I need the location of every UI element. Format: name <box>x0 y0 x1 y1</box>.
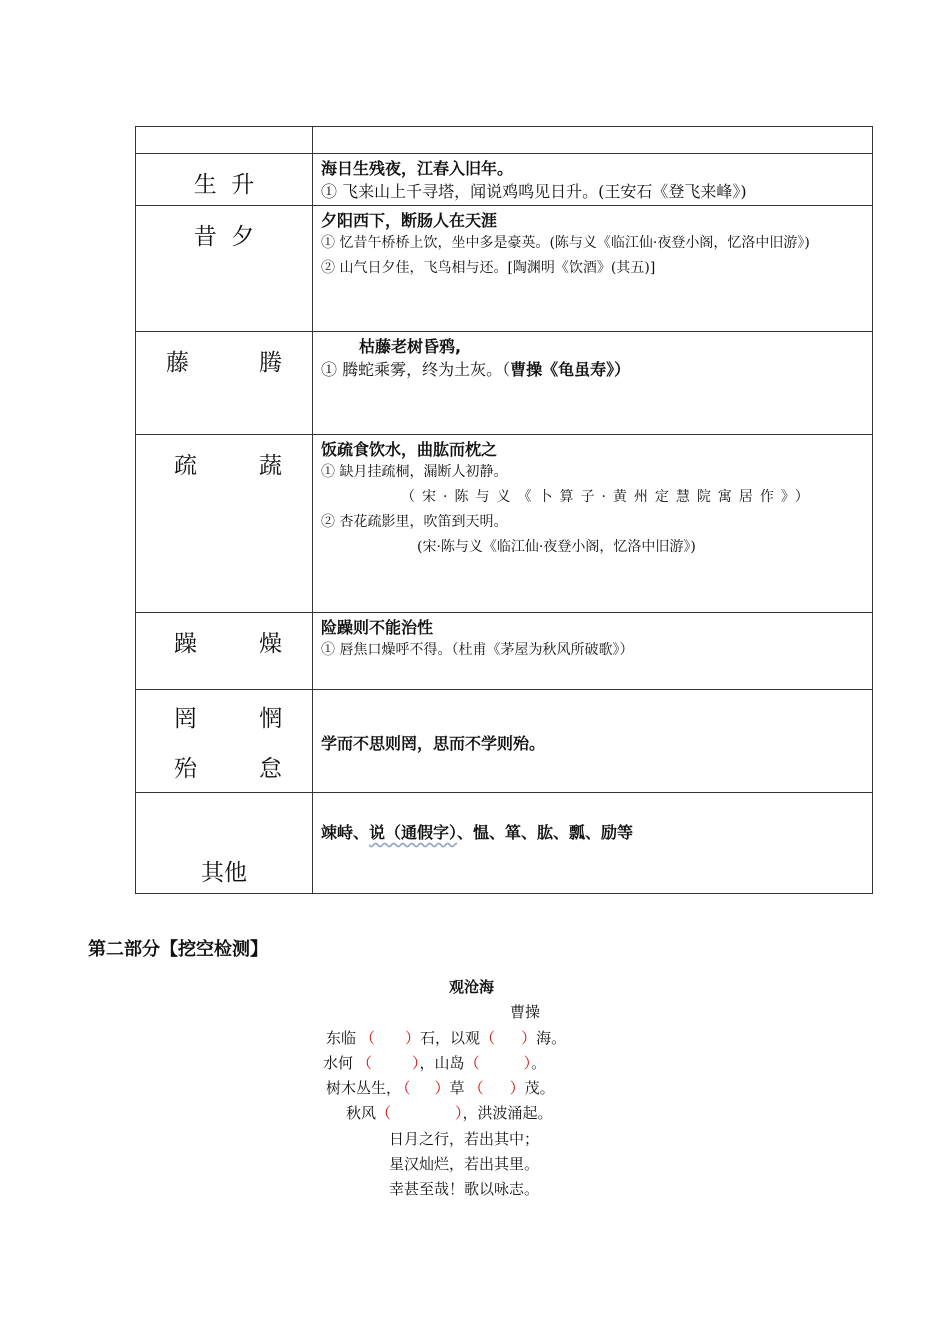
example-heading: 饭疏食饮水，曲肱而枕之 <box>321 440 498 459</box>
word-d: 怠 <box>259 756 282 782</box>
blank-close: ） <box>455 1104 463 1122</box>
example-line: ① 唇焦口燥呼不得。（杜甫《茅屋为秋风所破歌》） <box>321 642 634 658</box>
word-pair: 昔 夕 <box>193 224 255 250</box>
table-row <box>136 690 873 793</box>
blank-close: ） <box>523 1054 532 1072</box>
blank-open: （ <box>357 1054 373 1072</box>
poem-line <box>346 1102 553 1123</box>
blank-close: ） <box>434 1079 450 1097</box>
example-line: ① 忆昔午桥桥上饮，坐中多是豪英。(陈与义《临江仙·夜登小阁，忆洛中旧游》) <box>321 235 810 251</box>
poem-line <box>326 1077 555 1098</box>
poem-text: 东临 <box>326 1029 357 1047</box>
word-b: 惘 <box>259 706 282 732</box>
empty-cell <box>313 127 873 154</box>
poem-text: 。 <box>531 1054 547 1072</box>
word-b: 腾 <box>259 350 282 376</box>
example-source: （宋·陈与义《卜算子·黄州定慧院寓居作》） <box>401 489 816 505</box>
poem-line: 日月之行，若出其中； <box>389 1130 540 1148</box>
example-line: ② 山气日夕佳，飞鸟相与还。[陶渊明《饮酒》(其五)] <box>321 260 656 276</box>
word-group <box>136 690 312 783</box>
word-c: 殆 <box>174 756 197 782</box>
blank-open: （ <box>468 1079 484 1097</box>
table-row <box>136 127 873 154</box>
example-line: ① 飞来山上千寻塔，闻说鸡鸣见日升。(王安石《登飞来峰》) <box>321 182 747 201</box>
example-heading: 学而不思则罔，思而不学则殆。 <box>321 733 546 753</box>
word-pair <box>136 332 312 377</box>
vocabulary-table <box>135 126 873 894</box>
table-row <box>136 435 873 613</box>
blank-open: （ <box>464 1054 480 1072</box>
blank-open: （ <box>360 1029 376 1047</box>
poem-line <box>326 1027 566 1048</box>
other-words-c: 、愠、箪、肱、瓢、励等 <box>457 823 634 842</box>
example-heading: 险躁则不能治性 <box>321 618 434 637</box>
word-a: 罔 <box>174 706 197 732</box>
poem-text: ，山岛 <box>419 1054 465 1072</box>
blank-close: ） <box>412 1054 420 1072</box>
example-heading: 枯藤老树昏鸦, <box>359 337 462 356</box>
word-a: 躁 <box>174 631 197 657</box>
table-row <box>136 793 873 894</box>
word-a: 疏 <box>174 453 197 479</box>
table-row <box>136 154 873 206</box>
poem-text: 茂。 <box>524 1079 555 1097</box>
poem-text: 草 <box>449 1079 465 1097</box>
blank-close: ） <box>521 1029 537 1047</box>
blank-open: （ <box>480 1029 496 1047</box>
example-line: ① 缺月挂疏桐，漏断人初静。 <box>321 464 508 480</box>
table-row <box>136 332 873 435</box>
poem-line: 星汉灿烂，若出其里。 <box>389 1155 540 1173</box>
poem-text: 水何 <box>323 1054 354 1072</box>
example-heading: 海日生残夜，江春入旧年。 <box>321 159 514 178</box>
poem-line <box>323 1052 546 1073</box>
table-row <box>136 206 873 332</box>
poem-line: 幸甚至哉！歌以咏志。 <box>389 1180 540 1198</box>
word-other: 其他 <box>201 860 247 886</box>
poem-text: 石，以观 <box>420 1029 481 1047</box>
word-a: 藤 <box>166 350 189 376</box>
word-pair <box>136 435 312 480</box>
table-row <box>136 613 873 690</box>
poem-author: 曹操 <box>510 1003 541 1021</box>
other-words-b: 说（通假字） <box>369 823 458 842</box>
blank-open: （ <box>403 1079 411 1097</box>
poem-text: ，洪波涌起。 <box>462 1104 553 1122</box>
example-source: (宋·陈与义《临江仙·夜登小阁，忆洛中旧游》) <box>417 539 696 555</box>
blank-close: ） <box>405 1029 421 1047</box>
example-line: ① 腾蛇乘雾，终为土灰。（ <box>321 360 511 379</box>
word-pair: 生 升 <box>193 172 255 198</box>
poem-title: 观沧海 <box>449 978 495 996</box>
other-words-a: 竦峙、 <box>321 823 370 842</box>
example-heading: 夕阳西下，断肠人在天涯 <box>321 211 498 230</box>
section-title: 第二部分【挖空检测】 <box>88 939 268 960</box>
blank-open: （ <box>376 1104 392 1122</box>
word-b: 燥 <box>259 631 282 657</box>
blank-close: ） <box>509 1079 525 1097</box>
word-pair <box>136 613 312 658</box>
poem-text: 秋风 <box>346 1104 377 1122</box>
empty-cell <box>136 127 313 154</box>
word-b: 蔬 <box>259 453 282 479</box>
poem-text: 树木丛生， <box>326 1079 402 1097</box>
example-source: 曹操《龟虽寿》） <box>510 360 631 379</box>
poem-text: 海。 <box>536 1029 567 1047</box>
example-line: ② 杏花疏影里，吹笛到天明。 <box>321 514 508 530</box>
